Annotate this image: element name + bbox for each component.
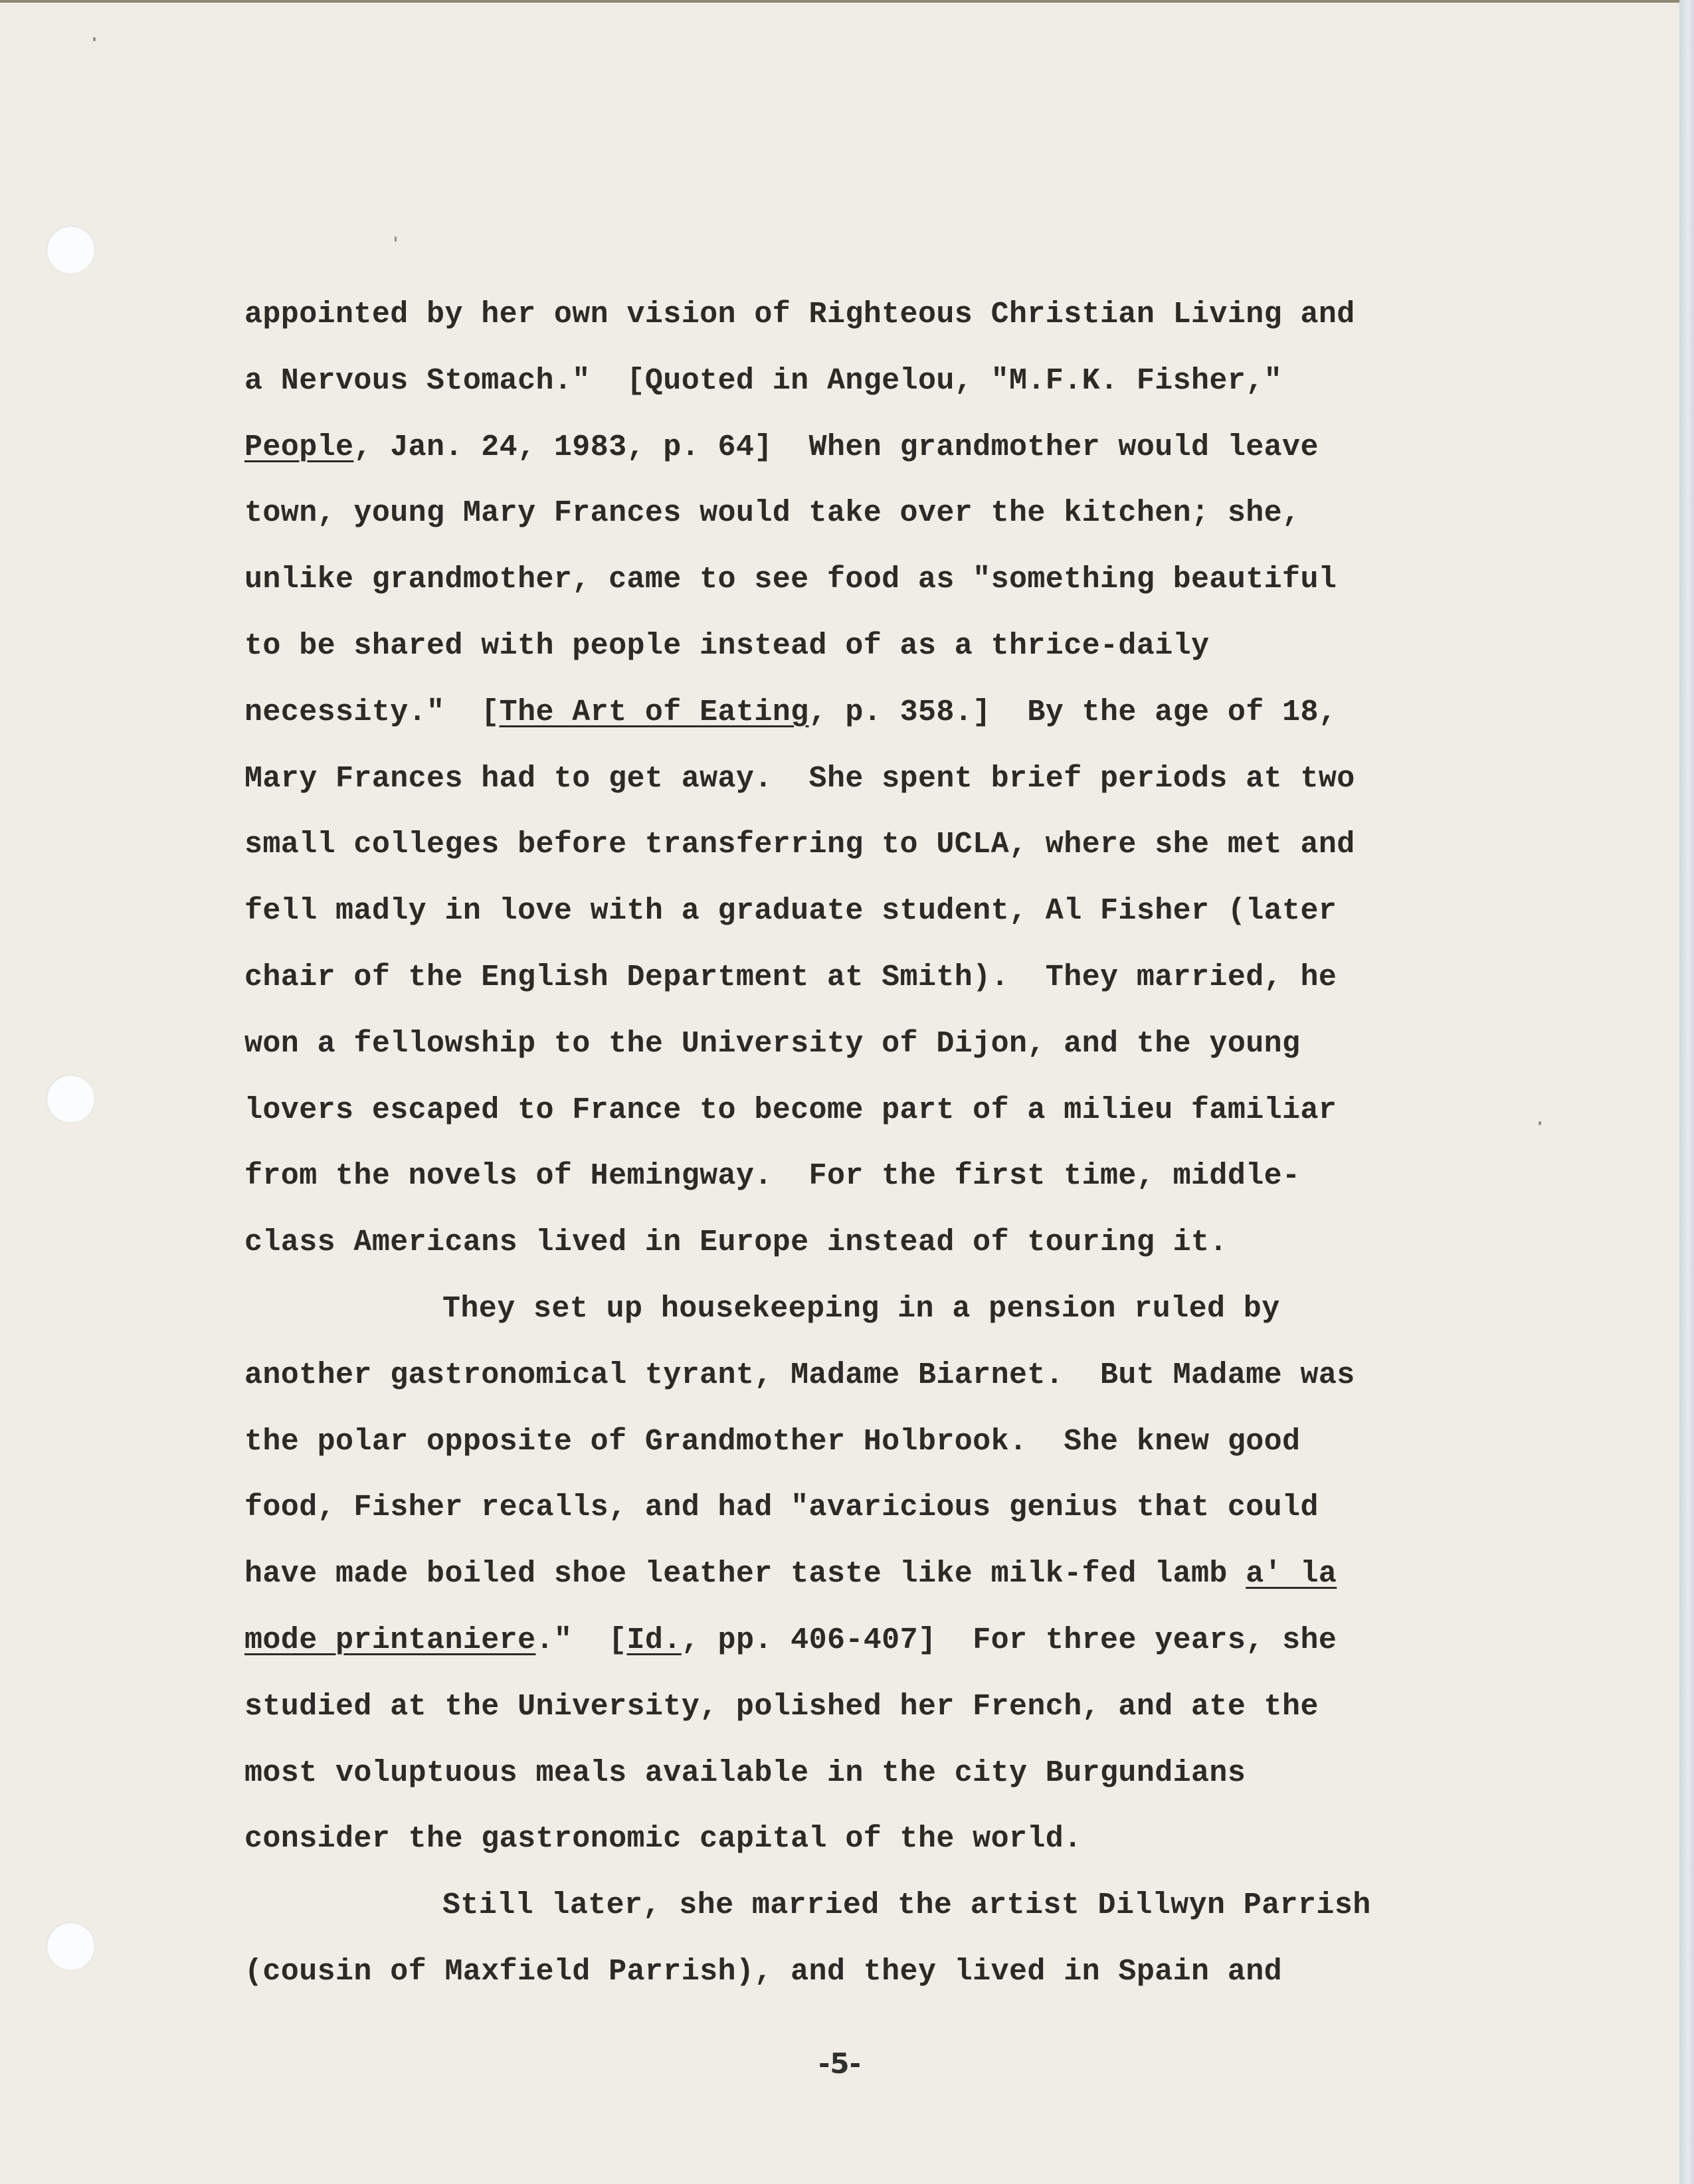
text-segment: Still later, she married the artist Dillwyn Parrish — [442, 1888, 1371, 1923]
text-line — [244, 1740, 1507, 1807]
text-segment: necessity." [ — [244, 695, 500, 729]
text-segment: (cousin of Maxfield Parrish), and they lived in Spain and — [244, 1954, 1283, 1989]
text-line — [244, 746, 1507, 812]
text-line — [244, 613, 1507, 680]
text-segment: ." [ — [535, 1623, 627, 1657]
page-number: -5- — [818, 2047, 862, 2080]
text-line — [244, 878, 1507, 945]
binder-hole — [47, 226, 94, 274]
text-segment: food, Fisher recalls, and had "avaricious genius that could — [244, 1491, 1319, 1525]
text-line — [244, 1409, 1507, 1475]
text-line — [244, 1210, 1507, 1276]
text-segment: Mary Frances had to get away. She spent brief periods at two — [244, 761, 1355, 796]
text-segment: a Nervous Stomach." [Quoted in Angelou, "M.F.K. Fisher," — [244, 363, 1283, 398]
text-line — [244, 1077, 1507, 1144]
text-line — [244, 1342, 1507, 1409]
text-line — [244, 1607, 1507, 1674]
underlined-citation: a' la — [1246, 1557, 1337, 1592]
text-line — [244, 945, 1507, 1011]
paragraph — [244, 282, 1507, 1276]
binder-hole — [47, 1922, 94, 1970]
text-segment: class Americans lived in Europe instead of touring it. — [244, 1226, 1228, 1260]
text-line — [244, 348, 1507, 414]
text-segment: , Jan. 24, 1983, p. 64] When grandmother would leave — [353, 430, 1319, 464]
text-segment: consider the gastronomic capital of the world. — [244, 1822, 1082, 1857]
text-segment: , p. 358.] By the age of 18, — [808, 695, 1337, 729]
text-segment: unlike grandmother, came to see food as "something beautiful — [244, 563, 1337, 597]
underlined-citation: People — [244, 430, 354, 464]
text-line — [244, 1806, 1507, 1872]
text-segment: studied at the University, polished her French, and ate the — [244, 1689, 1319, 1724]
text-segment: lovers escaped to France to become part of a milieu familiar — [244, 1093, 1337, 1127]
text-line — [244, 480, 1507, 547]
paper-speck — [1539, 1121, 1541, 1125]
text-segment: have made boiled shoe leather taste like milk-fed lamb — [244, 1557, 1246, 1592]
text-segment: most voluptuous meals available in the city Burgundians — [244, 1756, 1246, 1790]
scanner-background-edge — [1679, 0, 1694, 2184]
text-segment: , pp. 406-407] For three years, she — [681, 1623, 1337, 1657]
text-line — [244, 1541, 1507, 1607]
underlined-citation: Id. — [626, 1623, 682, 1657]
text-line — [244, 282, 1507, 348]
text-segment: small colleges before transferring to UCLA, where she met and — [244, 828, 1355, 862]
text-segment: chair of the English Department at Smith). They married, he — [244, 960, 1337, 994]
text-line — [244, 1143, 1507, 1210]
text-line — [244, 812, 1507, 878]
binder-hole — [47, 1075, 94, 1123]
text-segment: from the novels of Hemingway. For the first time, middle- — [244, 1159, 1301, 1194]
text-segment: won a fellowship to the University of Dijon, and the young — [244, 1026, 1301, 1061]
text-segment: They set up housekeeping in a pension ruled by — [442, 1291, 1280, 1326]
text-line — [244, 414, 1507, 481]
paper-speck — [93, 37, 96, 41]
text-line — [244, 1674, 1507, 1740]
text-segment: the polar opposite of Grandmother Holbrook. She knew good — [244, 1424, 1301, 1459]
paragraph — [244, 1872, 1507, 2005]
text-segment: another gastronomical tyrant, Madame Biarnet. But Madame was — [244, 1358, 1355, 1392]
text-line — [244, 1011, 1507, 1077]
text-line — [244, 1475, 1507, 1541]
text-segment: to be shared with people instead of as a thrice-daily — [244, 628, 1210, 663]
text-line — [244, 1276, 1507, 1342]
paper-speck — [395, 236, 397, 242]
text-line — [244, 547, 1507, 613]
text-segment: town, young Mary Frances would take over the kitchen; she, — [244, 496, 1301, 531]
text-segment: appointed by her own vision of Righteous Christian Living and — [244, 298, 1355, 331]
paragraph — [244, 1276, 1507, 1872]
text-line — [244, 1939, 1507, 2005]
text-segment: fell madly in love with a graduate student, Al Fisher (later — [244, 894, 1337, 929]
text-line — [244, 1872, 1507, 1939]
text-line — [244, 680, 1507, 746]
document-body — [244, 282, 1507, 2005]
underlined-citation: mode printaniere — [244, 1623, 536, 1657]
underlined-citation: The Art of Eating — [499, 695, 809, 729]
